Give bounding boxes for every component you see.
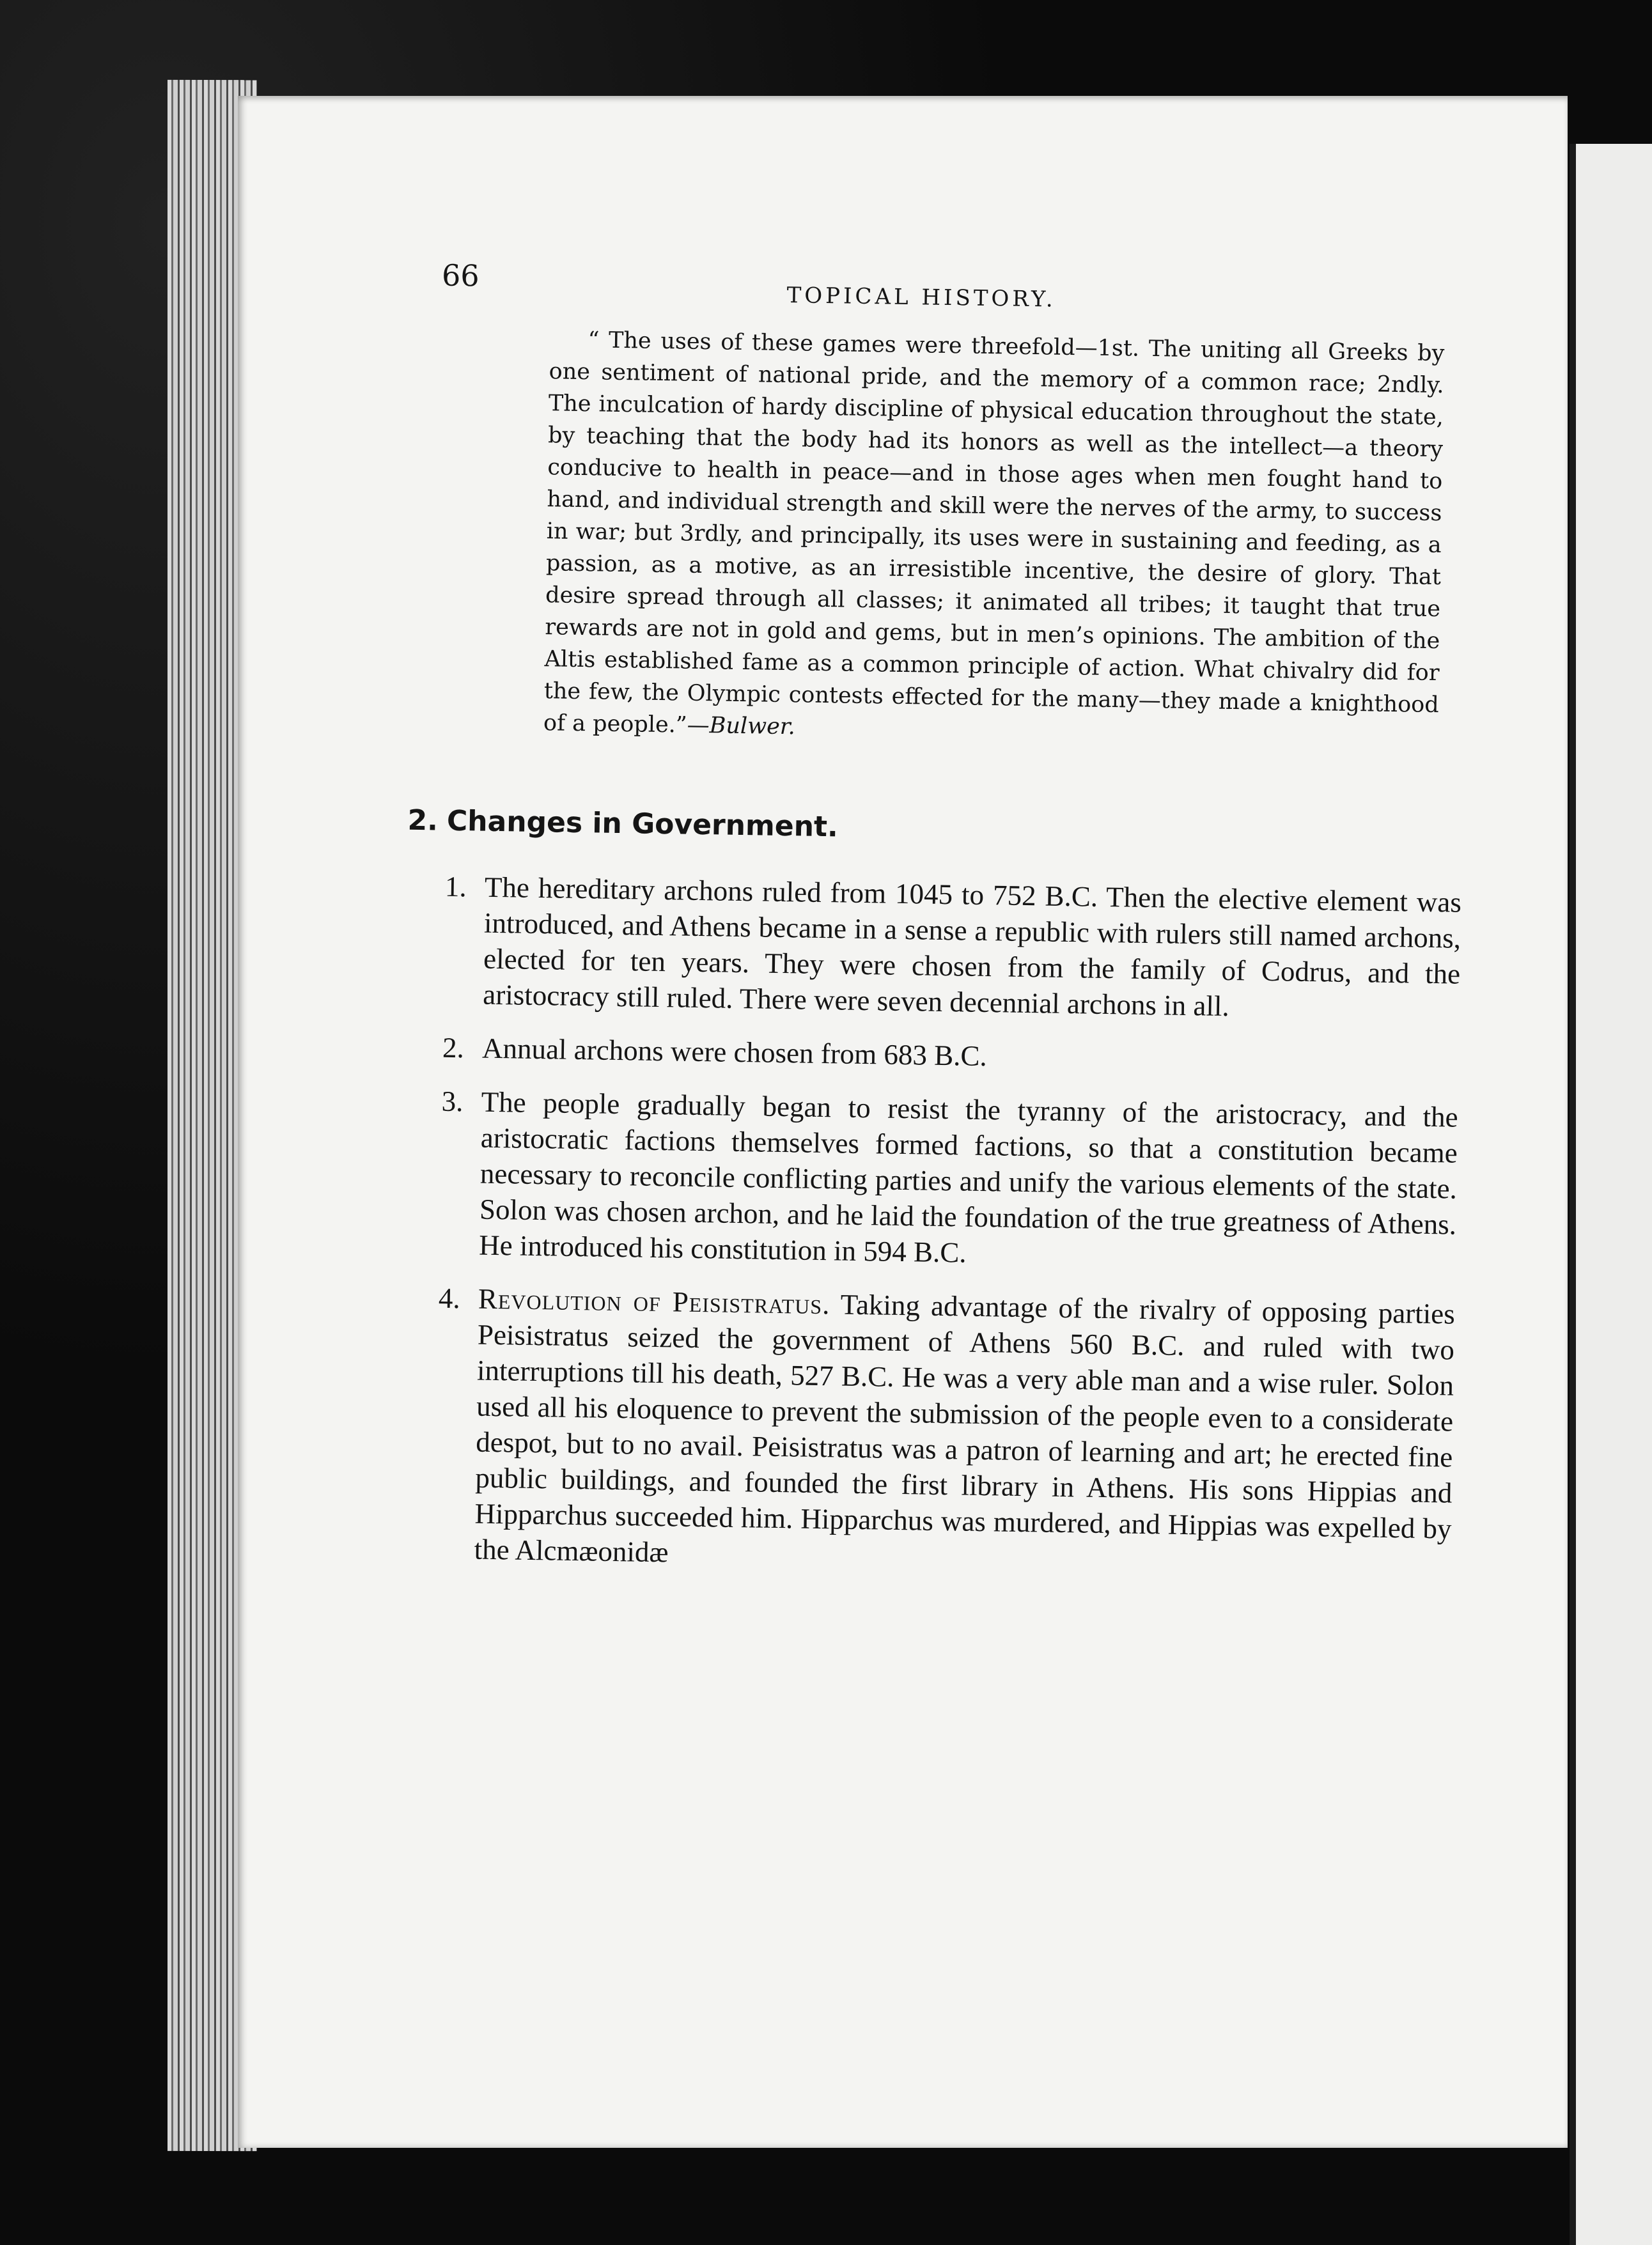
quote-attribution: —Bulwer. xyxy=(687,712,796,740)
section-heading xyxy=(407,804,838,844)
quote-text: “ The uses of these games were threefold—1st. The uniting all Greeks by one sentiment of national pride, and the memory of a common race; 2ndly. The inculcation of hardy discipline of physical education throughout the state, by teaching that the body had its honors as well as the intellect—a theory conducive to health in peace—and in those ages when men fought hand to hand, and individual strength and skill were the nerves of the army, to success in war; but 3rdly, and principally, its uses were in sustaining and feeding, as a passion, as a motive, as an irresistible incentive, the desire of glory. That desire spread through all classes; it animated all tribes; it taught that true rewards are not in gold and gems, but in men’s opinions. The ambition of the Altis established fame as a common principle of action. What chivalry did for the few, the Olympic contests effected for the many—they made a knighthood of a people.” xyxy=(543,327,1445,738)
list-item xyxy=(439,1084,1458,1278)
list-item-text: The hereditary archons ruled from 1045 to 752 B.C. Then the elective element was introduced, and Athens became in a sense a republic with rulers still named archons, elected for ten years. They were chosen from the family of Codrus, and the aristocracy still ruled. There were seven decennial archons in all. xyxy=(483,871,1462,1023)
list-item xyxy=(434,1280,1455,1583)
list-item-text: Taking advantage of the rivalry of opposing parties Peisistratus seized the government of Athens 560 B.C. and ruled with two interruptions till his death, 527 B.C. He was a very able man and a wise ruler. Solon used all his eloquence to prevent the submission of the people even to a considerate despot, but to no avail. Peisistratus was a patron of learning and art; he erected fine public buildings, and founded the first library in Athens. His sons Hippias and Hipparchus succeeded him. Hipparchus was murdered, and Hippias was expelled by the Alcmæonidæ xyxy=(474,1288,1456,1569)
numbered-list xyxy=(434,869,1461,1601)
list-item-text: The people gradually began to resist the tyranny of the aristocracy, and the aristocratic factions themselves formed factions, so that a constitution became necessary to reconcile conflicting parties and unify the various elements of the state. Solon was chosen archon, and he laid the foundation of the true greatness of Athens. He introduced his constitution in 594 B.C. xyxy=(478,1085,1458,1269)
list-item-number: 2. xyxy=(442,1031,465,1064)
page-number: 66 xyxy=(441,258,480,293)
block-quote xyxy=(543,323,1445,753)
page-text-block xyxy=(221,86,1582,2158)
running-head: TOPICAL HISTORY. xyxy=(786,283,1057,313)
list-item xyxy=(443,869,1461,1028)
list-item-number: 1. xyxy=(444,870,467,903)
list-item xyxy=(442,1030,1460,1082)
list-item-number: 4. xyxy=(438,1282,461,1315)
list-item-number: 3. xyxy=(441,1085,464,1118)
list-item-heading: Revolution of Peisistratus. xyxy=(478,1282,830,1321)
section-title: Changes in Government. xyxy=(446,804,839,844)
list-item-text: Annual archons were chosen from 683 B.C. xyxy=(481,1032,988,1073)
book-page xyxy=(238,96,1568,2148)
section-number: 2. xyxy=(407,804,439,837)
facing-page xyxy=(1570,144,1652,2245)
